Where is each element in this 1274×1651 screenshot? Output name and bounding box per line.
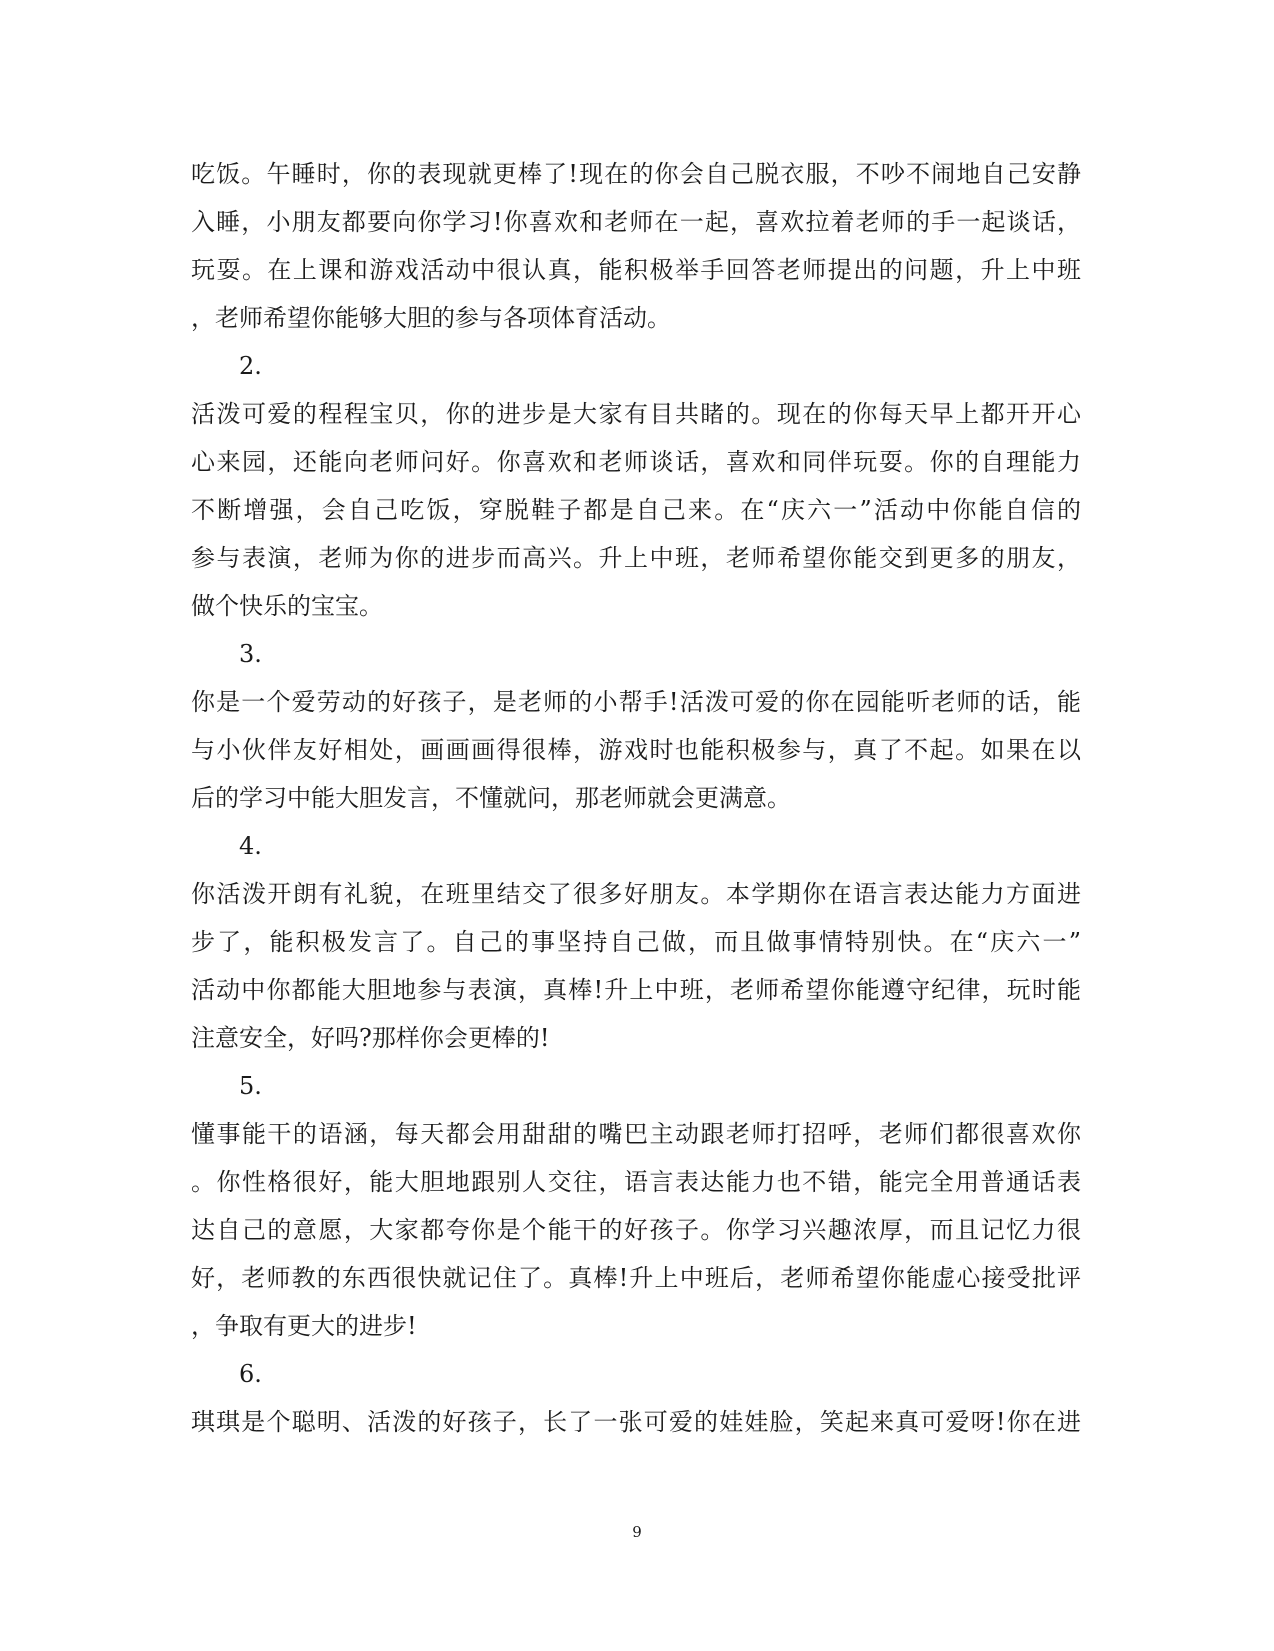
entry-number: 4.	[239, 832, 262, 860]
comment-entry	[191, 1062, 1081, 1350]
paragraph-line: 参与表演，老师为你的进步而高兴。升上中班，老师希望你能交到更多的朋友，	[191, 544, 1081, 572]
paragraph-line: ，争取有更大的进步!	[191, 1312, 417, 1340]
entry-number: 5.	[239, 1072, 262, 1100]
page-number: 9	[632, 1523, 642, 1541]
paragraph-line: 活泼可爱的程程宝贝，你的进步是大家有目共睹的。现在的你每天早上都开开心	[191, 400, 1081, 428]
paragraph-line: 玩耍。在上课和游戏活动中很认真，能积极举手回答老师提出的问题，升上中班	[191, 256, 1081, 284]
paragraph-line: 步了，能积极发言了。自己的事坚持自己做，而且做事情特别快。在“庆六一”	[191, 928, 1081, 956]
paragraph-line: 琪琪是个聪明、活泼的好孩子，长了一张可爱的娃娃脸，笑起来真可爱呀!你在进	[191, 1408, 1081, 1436]
paragraph-line: 心来园，还能向老师问好。你喜欢和老师谈话，喜欢和同伴玩耍。你的自理能力	[191, 448, 1081, 476]
entry-number: 3.	[239, 640, 262, 668]
paragraph-line: 活动中你都能大胆地参与表演，真棒!升上中班，老师希望你能遵守纪律，玩时能	[191, 976, 1081, 1004]
comment-entry	[191, 630, 1081, 822]
comment-entry	[191, 1350, 1081, 1446]
paragraph-line: 。你性格很好，能大胆地跟别人交往，语言表达能力也不错，能完全用普通话表	[191, 1168, 1081, 1196]
paragraph-line: 后的学习中能大胆发言，不懂就问，那老师就会更满意。	[191, 784, 791, 812]
paragraph-line: ，老师希望你能够大胆的参与各项体育活动。	[191, 304, 671, 332]
document-body	[191, 150, 1081, 1446]
entry-number: 2.	[239, 352, 262, 380]
paragraph-line: 不断增强，会自己吃饭，穿脱鞋子都是自己来。在“庆六一”活动中你能自信的	[191, 496, 1081, 524]
comment-entry	[191, 150, 1081, 342]
comment-entry	[191, 822, 1081, 1062]
paragraph-line: 与小伙伴友好相处，画画画得很棒，游戏时也能积极参与，真了不起。如果在以	[191, 736, 1081, 764]
paragraph-line: 懂事能干的语涵，每天都会用甜甜的嘴巴主动跟老师打招呼，老师们都很喜欢你	[191, 1120, 1081, 1148]
entry-number: 6.	[239, 1360, 262, 1388]
paragraph-line: 做个快乐的宝宝。	[191, 592, 383, 620]
paragraph-line: 入睡，小朋友都要向你学习!你喜欢和老师在一起，喜欢拉着老师的手一起谈话，	[191, 208, 1081, 236]
paragraph-line: 你是一个爱劳动的好孩子，是老师的小帮手!活泼可爱的你在园能听老师的话，能	[191, 688, 1081, 716]
paragraph-line: 好，老师教的东西很快就记住了。真棒!升上中班后，老师希望你能虚心接受批评	[191, 1264, 1081, 1292]
paragraph-line: 吃饭。午睡时，你的表现就更棒了!现在的你会自己脱衣服，不吵不闹地自己安静	[191, 160, 1081, 188]
paragraph-line: 达自己的意愿，大家都夸你是个能干的好孩子。你学习兴趣浓厚，而且记忆力很	[191, 1216, 1081, 1244]
paragraph-line: 注意安全，好吗?那样你会更棒的!	[191, 1024, 550, 1052]
comment-entry	[191, 342, 1081, 630]
paragraph-line: 你活泼开朗有礼貌，在班里结交了很多好朋友。本学期你在语言表达能力方面进	[191, 880, 1081, 908]
